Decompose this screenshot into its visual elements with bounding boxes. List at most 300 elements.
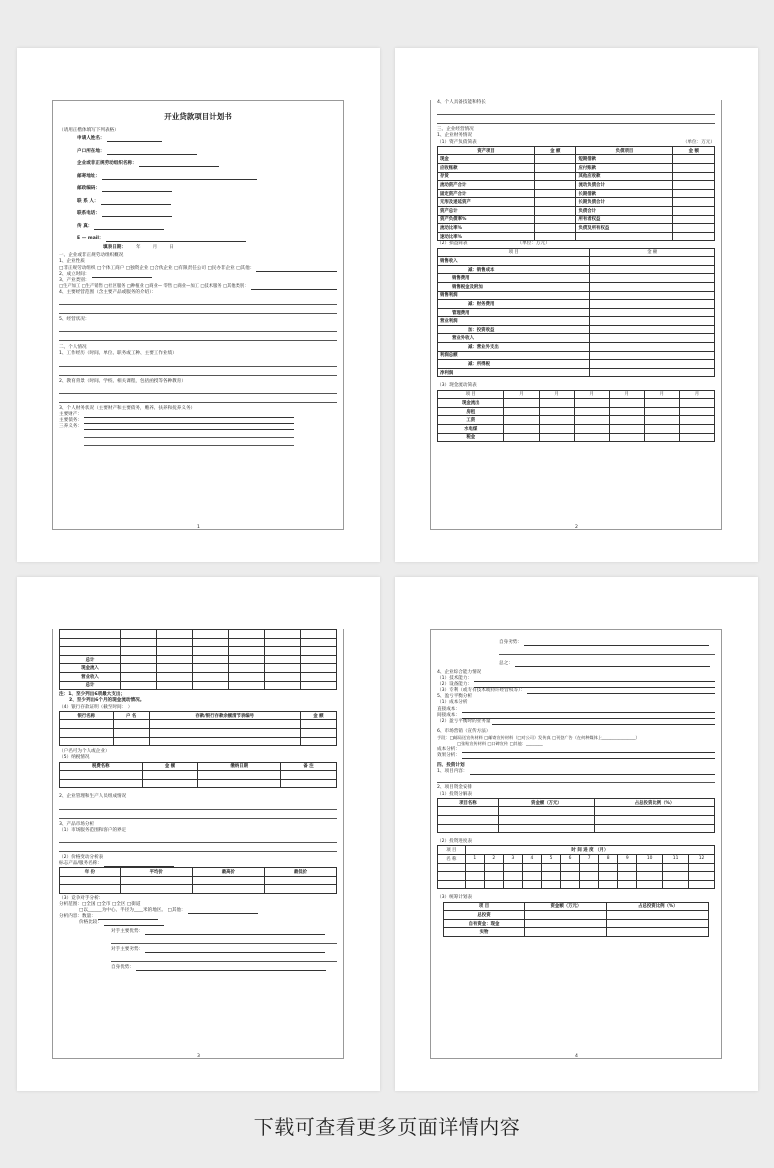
table-cell [228,681,264,690]
bank-deposit-table [59,711,337,746]
table-cell [637,880,663,889]
table-cell [504,433,539,442]
table-row [438,146,715,155]
unit-label: （单位：万元） [517,241,550,247]
table-cell: 存款/银行存款余额清节表编号 [149,711,300,720]
table-row [438,807,715,816]
table-cell [503,880,522,889]
download-caption: 下载可查看更多页面详情内容 [253,1115,521,1139]
table-cell [679,399,714,408]
table-row [438,300,715,309]
table-cell [590,351,715,360]
table-cell [618,880,637,889]
table-cell [618,863,637,872]
table-cell: 现金流入 [60,664,121,673]
document-page-4 [395,577,758,1091]
table-row [438,181,715,190]
table-row [438,880,715,889]
table-row [438,282,715,291]
marketing-means-2: □张贴宣传材料 □口碑宣传 □其他：________ [457,741,543,747]
page-2-content [430,100,722,530]
table-cell [156,630,192,639]
table-cell: 月 [574,390,609,399]
table-cell: 资产项目 [438,146,535,155]
table-cell: 3 [503,855,522,864]
page-number: 3 [197,1054,200,1059]
table-row [438,863,715,872]
table-cell: 总计 [60,655,121,664]
table-cell [504,416,539,425]
table-cell: 销售税金及附加 [438,282,590,291]
table-cell [534,189,576,198]
table-cell [607,911,709,920]
table-cell: 1 [465,855,484,864]
table-cell: 无形及递延资产 [438,198,535,207]
table-cell [663,863,689,872]
table-cell: 减：营业外支出 [438,343,590,352]
table-cell: 负债合计 [576,206,673,215]
section-item: 2、项目资金安排 [437,785,473,791]
table-row [438,855,715,864]
table-cell [534,172,576,181]
table-cell [673,215,715,224]
comp-price: 价格比较： [79,920,102,926]
table-cell [689,872,715,881]
table-cell [580,863,599,872]
table-cell [539,399,574,408]
table-row [438,351,715,360]
table-cell [120,664,156,673]
table-row [60,720,337,729]
table-cell [300,664,336,673]
table-row [438,399,715,408]
marketing-effect: 效果分析： [437,753,460,759]
table-row [443,902,709,911]
table-cell [525,911,607,920]
table-cell [438,880,466,889]
table-cell [574,425,609,434]
table-cell [522,880,541,889]
table-row [60,868,337,877]
table-cell [539,433,574,442]
table-cell [192,630,228,639]
table-row [438,265,715,274]
field-line [139,162,219,167]
table-cell: 税费名称 [60,762,143,771]
section-item: 2、企业管理和生产人员组成情况 [59,794,127,800]
table-cell [644,433,679,442]
table-cell [198,779,281,788]
table-cell [644,425,679,434]
table-cell: 应付账款 [576,164,673,173]
table-row [438,198,715,207]
table-title: （4）银行存款证明（截至时间： ） [59,704,133,710]
table-cell [590,317,715,326]
table-cell [142,771,198,780]
table-cell: 流动比率% [438,224,535,233]
table-cell [120,681,156,690]
table-cell: 减：财务费用 [438,300,590,309]
note-line: 2、至少列出6个月的现金流动情况。 [69,698,145,704]
table-cell [504,407,539,416]
table-cell [534,198,576,207]
table-cell [192,638,228,647]
table-cell [120,672,156,681]
table-cell: 营业外收入 [438,334,590,343]
table-cell: 11 [663,855,689,864]
applicant-fields [77,136,337,242]
table-cell [264,638,300,647]
table-cell [590,325,715,334]
table-cell [663,872,689,881]
table-row [438,257,715,266]
table-cell [149,737,300,746]
table-cell: 净利润 [438,368,590,377]
patent-ability: （3）专利（或专有技术或特许经营权等）： [437,688,525,694]
table-cell [60,630,121,639]
marketing-cost: 成本分析： [437,747,460,753]
table-cell: 最高价 [192,868,264,877]
table-cell: 存货 [438,172,535,181]
table-cell: 房租 [438,407,504,416]
table-cell [576,232,673,241]
table-cell [541,872,560,881]
table-row [438,206,715,215]
table-cell [590,274,715,283]
table-cell [281,779,337,788]
table-cell: 银行名称 [60,711,114,720]
tax-table [59,762,337,789]
table-cell [644,407,679,416]
page-1-frame [52,100,344,530]
table-cell [142,779,198,788]
table-cell: 利润总额 [438,351,590,360]
table-cell: 长期负债合计 [576,198,673,207]
date-year: 年 [135,245,141,251]
schedule-table [437,845,715,889]
table-cell: 总投资 [443,911,525,920]
section-item: 6、市场营销（宣传方法） [437,728,491,734]
table-cell [120,630,156,639]
table-row [60,762,337,771]
rival-weaknesses: 对手主要劣势： [111,947,144,953]
table-cell [534,232,576,241]
project-content: 1、项目内容： [437,769,468,775]
table-title: （2）投资进度表 [437,839,473,845]
table-cell [120,638,156,647]
field-label: 传 真： [77,223,93,229]
table-cell: 短期借款 [576,155,673,164]
table-cell [60,885,121,894]
table-cell [192,885,264,894]
table-cell [192,647,228,656]
section-item: 1、工作经历（时间、单位、职务或工种、主要工作业绩） [59,351,177,357]
table-row [438,407,715,416]
table-cell [503,863,522,872]
table-title: （2）价格变动分析表 [59,854,104,860]
table-cell [673,224,715,233]
table-cell [525,928,607,937]
table-cell [300,630,336,639]
table-cell: 销售费用 [438,274,590,283]
table-cell [228,655,264,664]
table-cell [534,164,576,173]
table-cell [228,664,264,673]
industry-options: □生产加工 □生产销售 □社区服务 □种植业 □商业— 零售 □商业—加工 □技术服务 □其他类别： [59,283,249,289]
table-cell [539,425,574,434]
table-row [438,224,715,233]
unit-label: （单位：万元） [682,139,715,145]
table-row [443,919,709,928]
table-cell [607,919,709,928]
table-cell: 6 [561,855,580,864]
table-cell [264,664,300,673]
table-cell [438,872,466,881]
table-row [438,232,715,241]
table-cell [574,407,609,416]
table-cell [504,399,539,408]
rival-strengths: 对手主要优势： [111,929,144,935]
plan-table [443,902,710,937]
table-cell: 占总投资比例（%） [607,902,709,911]
table-cell [156,655,192,664]
table-cell [504,425,539,434]
section-item: 5、盈亏平衡分析 [437,694,473,700]
note-line: 注：1、至少列出6项最大支出； [59,692,126,698]
table-cell: 固定资产合计 [438,189,535,198]
table-cell [539,407,574,416]
table-row [438,172,715,181]
table-row [60,630,337,639]
table-cell [438,863,466,872]
page-number: 1 [197,525,200,530]
table-cell [60,638,121,647]
table-cell [561,863,580,872]
table-cell [438,816,499,825]
table-cell [673,198,715,207]
table-cell [156,672,192,681]
table-cell [580,880,599,889]
field-line [102,212,172,217]
table-row [443,911,709,920]
table-cell [60,720,114,729]
table-row [438,248,715,257]
table-cell: 5 [541,855,560,864]
table-title: （3）统筹计划表 [437,895,473,901]
table-cell [574,399,609,408]
table-title: （5）纳税情况 [59,755,90,761]
table-cell: 月 [644,390,679,399]
table-cell [156,664,192,673]
duty-label: 三养义务： [59,424,82,430]
table-cell: 时 间 进 度 （月） [465,846,714,855]
table-cell [637,872,663,881]
balance-sheet-table [437,146,715,242]
table-cell [192,672,228,681]
table-cell [534,206,576,215]
table-cell: 4 [522,855,541,864]
section-item: 3、产品市场分析 [59,821,95,827]
table-cell: 金 额 [534,146,576,155]
table-cell: 项目名称 [438,798,499,807]
table-cell [113,720,149,729]
table-cell [689,863,715,872]
table-cell: 金 额 [590,248,715,257]
table-cell [60,876,121,885]
table-cell: 金 额 [300,711,336,720]
comp-content: 分析内容：数量： [59,914,96,920]
table-cell: 年 份 [60,868,121,877]
table-cell [438,807,499,816]
section-heading: 二、个人情况 [59,345,87,351]
table-row [438,846,715,855]
section-item: 2、成立时间： [59,271,90,277]
date-label: 填表日期： [103,245,126,251]
table-cell [264,647,300,656]
table-cell [609,416,644,425]
table-cell: 减：所得税 [438,360,590,369]
table-row [438,816,715,825]
field-line [94,225,164,230]
table-cell [113,728,149,737]
table-row [438,308,715,317]
document-page-2 [395,48,758,562]
table-cell: 现金流出 [438,399,504,408]
field-label: E — mail： [77,236,104,242]
table-row [60,779,337,788]
table-cell: 月 [504,390,539,399]
table-cell: 其他应收款 [576,172,673,181]
table-cell [300,638,336,647]
table-cell: 9 [618,855,637,864]
table-cell [595,807,715,816]
table-cell: 金 额 [673,146,715,155]
table-cell: 实物 [443,928,525,937]
cash-flow-table [437,390,715,443]
table-cell [534,155,576,164]
tech-ability: （1）技术能力： [437,676,473,682]
section-item: 1、企业财务情况 [437,133,473,139]
table-cell [120,655,156,664]
section-item: 4、企业综合能力情况 [437,670,482,675]
table-row [60,664,337,673]
table-row [438,798,715,807]
field-label: 申请人姓名： [77,136,105,142]
table-cell: 自有资金：现金 [443,919,525,928]
table-cell [599,880,618,889]
table-row [60,885,337,894]
section-item: 1、企业性质 [59,259,85,265]
comp-range: 分析范围：□全国 □全市 □全区 □街道 [59,902,141,908]
summary-label: 总之： [499,661,513,666]
table-cell [595,816,715,825]
debts-label: 主要债务： [59,418,82,424]
table-cell [300,728,336,737]
table-cell [465,863,484,872]
section-item: 2、教育背景（时间、学校、相关课程，包括函授等各种教育） [59,378,186,384]
table-cell [465,880,484,889]
table-cell [637,863,663,872]
table-cell [192,681,228,690]
table-cell: 月 [539,390,574,399]
table-cell [484,880,503,889]
field-label: 联系电话： [77,211,100,217]
table-cell [264,655,300,664]
table-row [60,876,337,885]
table-row [438,872,715,881]
table-title: （3）现金流动简表 [437,383,477,389]
table-cell [590,368,715,377]
table-row [438,215,715,224]
table-cell [595,824,715,833]
table-cell [590,308,715,317]
section-item: （1）成本分析 [437,700,468,706]
page-number: 2 [575,525,578,530]
table-cell [574,416,609,425]
price-table [59,867,337,894]
table-cell [484,872,503,881]
table-cell: 资金额（万元） [498,798,594,807]
table-cell: 销售收入 [438,257,590,266]
field-line [101,200,171,205]
table-cell [609,399,644,408]
table-cell: 10 [637,855,663,864]
section-item: （3）竞争对手分析： [59,895,104,901]
table-cell: 应收账款 [438,164,535,173]
table-cell [679,433,714,442]
table-cell: 流动资产合计 [438,181,535,190]
table-cell [300,655,336,664]
field-label: 联 系 人： [77,198,99,204]
field-line [102,187,172,192]
section-item: 5、经营状况： [59,317,90,323]
table-row [60,681,337,690]
table-cell [465,872,484,881]
table-cell: 资产负债率% [438,215,535,224]
table-cell [503,872,522,881]
table-row [60,711,337,720]
table-cell [541,863,560,872]
product-name-label: 标志产品/服务名称： [59,861,102,867]
income-statement-table [437,248,715,378]
field-label: 企业或非正规劳动组织名称： [77,161,137,167]
table-cell [264,630,300,639]
table-cell: 金 额 [142,762,198,771]
table-cell [673,172,715,181]
self-strengths: 自身优势： [111,965,134,971]
table-row [438,334,715,343]
table-row [438,425,715,434]
fill-instruction: （请用正楷体填写下列表格） [59,128,119,133]
table-cell [264,672,300,681]
table-row [443,928,709,937]
table-cell [264,885,336,894]
table-cell [618,872,637,881]
table-cell [522,863,541,872]
table-cell: 长期借款 [576,189,673,198]
table-cell [534,215,576,224]
bank-note: （户名可为个人或企业） [59,749,110,755]
table-row [438,325,715,334]
table-row [438,433,715,442]
table-cell: 最低价 [264,868,336,877]
table-row [438,416,715,425]
table-cell [679,416,714,425]
table-row [438,189,715,198]
table-cell [228,638,264,647]
document-page-1 [17,48,380,562]
table-cell [156,638,192,647]
